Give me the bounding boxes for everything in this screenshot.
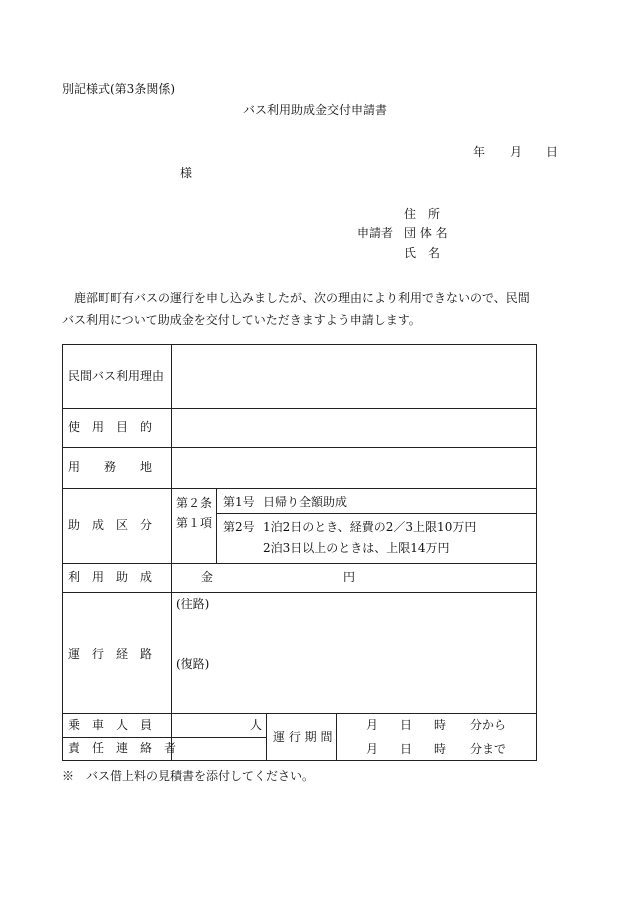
passengers-unit: 人: [250, 718, 263, 732]
item2-line2: 2泊3日以上のときは、上限14万円: [263, 541, 450, 555]
contact-label: 責 任 連 絡 者: [68, 741, 177, 755]
period-label: 運 行 期 間: [273, 730, 333, 744]
addressee-suffix: 様: [180, 166, 193, 180]
passengers-label: 乗 車 人 員: [68, 718, 153, 732]
form-reference: 別記様式(第3条関係): [62, 82, 175, 96]
amount-label: 利 用 助 成: [68, 570, 153, 584]
item1-text: 日帰り全額助成: [263, 495, 348, 509]
applicant-address-label: 住 所: [404, 207, 441, 221]
purpose-label: 使 用 目 的: [68, 420, 153, 434]
period-to-hour: 時: [434, 742, 447, 756]
amount-prefix: 金: [201, 570, 214, 584]
reason-label: 民間バス利用理由: [68, 369, 165, 383]
period-to-month: 月: [366, 742, 379, 756]
period-from-month: 月: [366, 718, 379, 732]
route-outbound: (往路): [176, 597, 210, 611]
paragraph-label: 第１項: [176, 516, 213, 530]
date-month: 月: [510, 145, 523, 159]
route-label: 運 行 経 路: [68, 647, 153, 661]
amount-unit: 円: [343, 570, 356, 584]
period-to-day: 日: [400, 742, 413, 756]
item2-line1: 1泊2日のとき、経費の2／3上限10万円: [263, 520, 477, 534]
item1-number: 第1号: [223, 495, 255, 509]
applicant-group-label: 団 体 名: [404, 226, 448, 240]
document-title: バス利用助成金交付申請書: [242, 103, 387, 117]
applicant-label: 申請者: [357, 226, 394, 240]
period-to-minute: 分まで: [470, 742, 507, 756]
category-label: 助 成 区 分: [68, 518, 153, 532]
destination-label: 用 務 地: [68, 460, 153, 474]
period-from-minute: 分から: [470, 718, 507, 732]
period-from-hour: 時: [434, 718, 447, 732]
attachment-note: ※ バス借上料の見積書を添付してください。: [62, 769, 315, 783]
application-statement: 鹿部町町有バスの運行を申し込みましたが、次の理由により利用できないので、民間バス利用について助成金を交付していただきますよう申請します。: [62, 291, 530, 327]
period-from-day: 日: [400, 718, 413, 732]
item2-number: 第2号: [223, 520, 255, 534]
article-label: 第２条: [176, 496, 213, 510]
route-return: (復路): [176, 657, 210, 671]
applicant-name-label: 氏 名: [404, 246, 441, 260]
date-day: 日: [546, 145, 559, 159]
date-year: 年: [473, 145, 486, 159]
